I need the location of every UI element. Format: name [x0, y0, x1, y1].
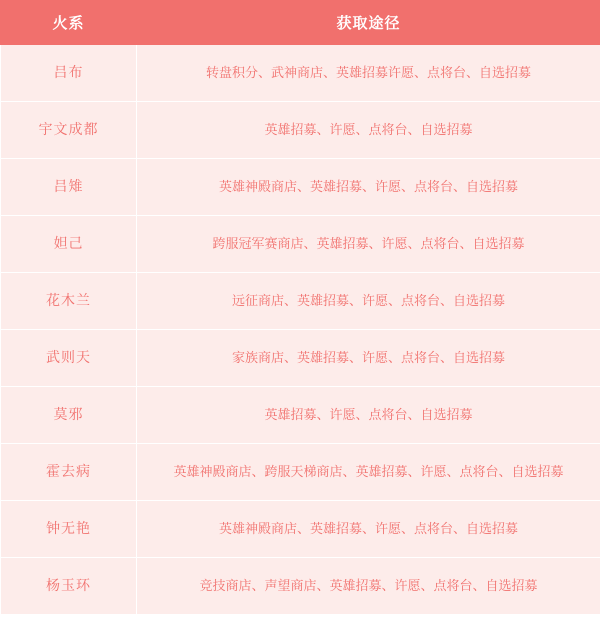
- hero-name: 吕雉: [1, 159, 137, 216]
- hero-source: 英雄招募、许愿、点将台、自选招募: [137, 387, 600, 444]
- hero-source: 远征商店、英雄招募、许愿、点将台、自选招募: [137, 273, 600, 330]
- hero-name: 宇文成都: [1, 102, 137, 159]
- table-header-row: [1, 1, 600, 45]
- hero-name: 霍去病: [1, 444, 137, 501]
- hero-source: 英雄神殿商店、英雄招募、许愿、点将台、自选招募: [137, 501, 600, 558]
- hero-source: 英雄招募、许愿、点将台、自选招募: [137, 102, 600, 159]
- table-row: [1, 387, 600, 444]
- hero-source: 家族商店、英雄招募、许愿、点将台、自选招募: [137, 330, 600, 387]
- hero-name: 钟无艳: [1, 501, 137, 558]
- hero-source: 英雄神殿商店、跨服天梯商店、英雄招募、许愿、点将台、自选招募: [137, 444, 600, 501]
- table-row: [1, 501, 600, 558]
- hero-source: 转盘积分、武神商店、英雄招募许愿、点将台、自选招募: [137, 45, 600, 102]
- table-row: [1, 558, 600, 615]
- column-header-source: 获取途径: [137, 1, 600, 45]
- table-row: [1, 330, 600, 387]
- table-header: [1, 1, 600, 45]
- table-row: [1, 102, 600, 159]
- hero-name: 妲己: [1, 216, 137, 273]
- column-header-element: 火系: [1, 1, 137, 45]
- hero-source: 跨服冠军赛商店、英雄招募、许愿、点将台、自选招募: [137, 216, 600, 273]
- table-row: [1, 273, 600, 330]
- hero-source: 竞技商店、声望商店、英雄招募、许愿、点将台、自选招募: [137, 558, 600, 615]
- table-row: [1, 216, 600, 273]
- table-row: [1, 159, 600, 216]
- hero-name: 花木兰: [1, 273, 137, 330]
- hero-source: 英雄神殿商店、英雄招募、许愿、点将台、自选招募: [137, 159, 600, 216]
- hero-name: 杨玉环: [1, 558, 137, 615]
- table-body: [1, 45, 600, 615]
- table-row: [1, 444, 600, 501]
- hero-name: 吕布: [1, 45, 137, 102]
- table-row: [1, 45, 600, 102]
- hero-name: 武则天: [1, 330, 137, 387]
- hero-name: 莫邪: [1, 387, 137, 444]
